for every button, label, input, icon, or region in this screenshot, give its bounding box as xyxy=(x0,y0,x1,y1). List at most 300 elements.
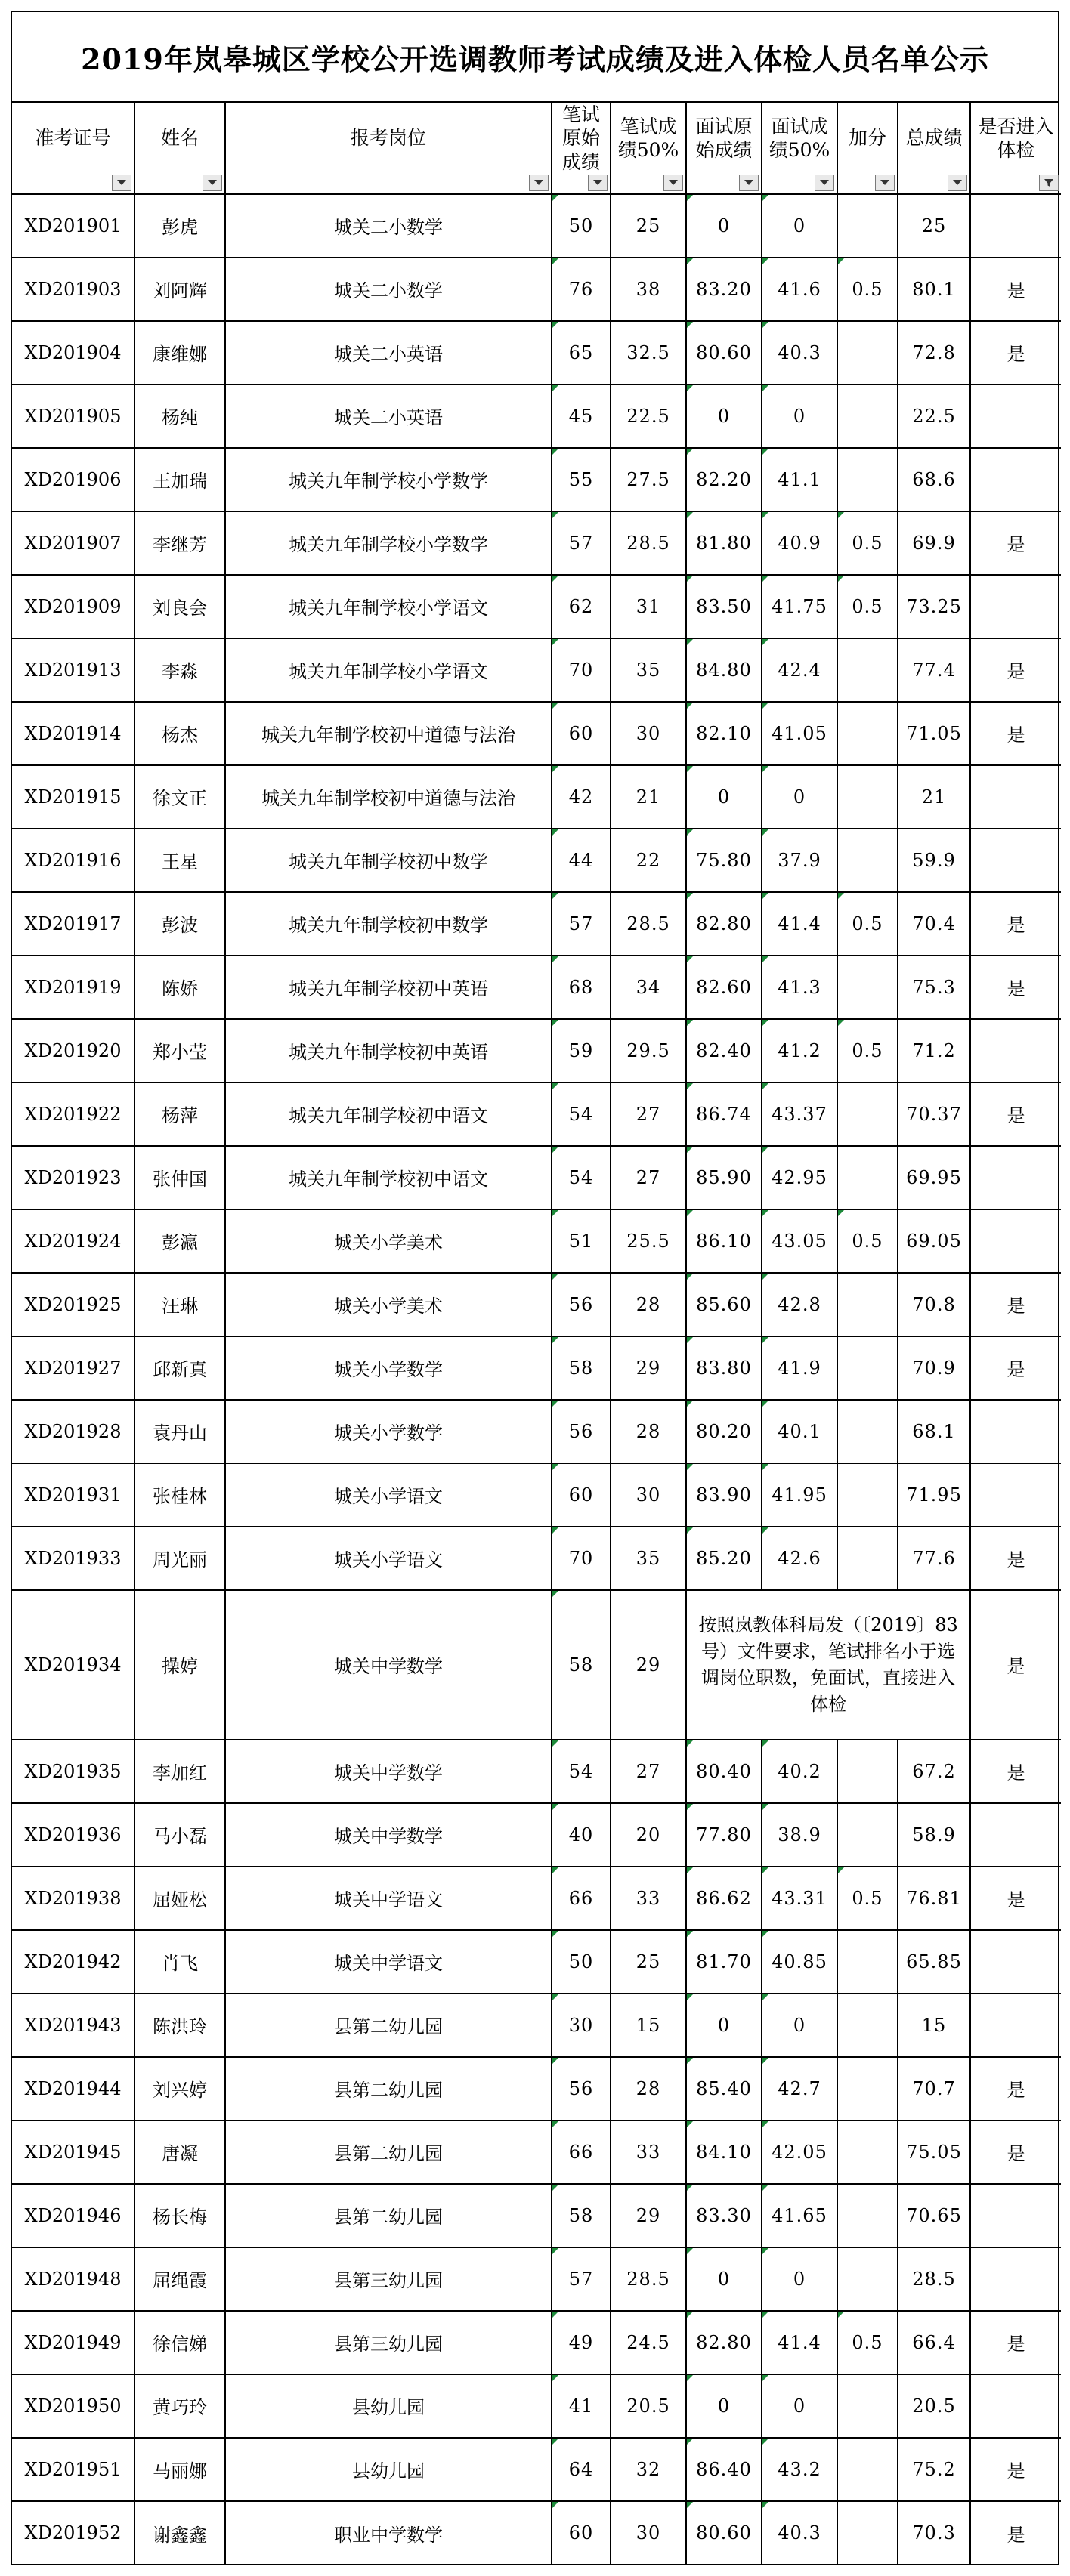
cell-name[interactable]: 郑小莹 xyxy=(135,1019,225,1083)
cell-total[interactable]: 70.65 xyxy=(898,2184,970,2247)
cell-written-50[interactable]: 29 xyxy=(611,2184,686,2247)
cell-written-raw[interactable]: 56 xyxy=(552,2057,611,2120)
cell-interview-raw[interactable]: 80.60 xyxy=(686,321,762,385)
cell-total[interactable]: 21 xyxy=(898,765,970,829)
cell-bonus[interactable] xyxy=(837,1273,898,1336)
cell-name[interactable]: 刘兴婷 xyxy=(135,2057,225,2120)
cell-post[interactable]: 城关九年制学校初中英语 xyxy=(225,956,552,1019)
cell-exam-id[interactable]: XD201905 xyxy=(12,385,135,448)
cell-written-50[interactable]: 25.5 xyxy=(611,1209,686,1273)
cell-physical[interactable]: 是 xyxy=(970,2311,1061,2374)
cell-total[interactable]: 76.81 xyxy=(898,1867,970,1930)
cell-exam-id[interactable]: XD201919 xyxy=(12,956,135,1019)
cell-written-50[interactable]: 29.5 xyxy=(611,1019,686,1083)
cell-name[interactable]: 彭瀛 xyxy=(135,1209,225,1273)
cell-exam-id[interactable]: XD201928 xyxy=(12,1400,135,1463)
cell-exam-id[interactable]: XD201936 xyxy=(12,1803,135,1867)
cell-total[interactable]: 71.05 xyxy=(898,702,970,765)
cell-total[interactable]: 72.8 xyxy=(898,321,970,385)
dropdown-arrow-icon[interactable] xyxy=(112,175,131,191)
cell-physical[interactable] xyxy=(970,1463,1061,1527)
cell-interview-raw[interactable]: 75.80 xyxy=(686,829,762,892)
cell-written-raw[interactable]: 60 xyxy=(552,702,611,765)
cell-physical[interactable]: 是 xyxy=(970,1527,1061,1590)
cell-exam-id[interactable]: XD201942 xyxy=(12,1930,135,1994)
cell-written-50[interactable]: 28 xyxy=(611,1273,686,1336)
cell-interview-50[interactable]: 40.3 xyxy=(762,2501,837,2565)
cell-physical[interactable] xyxy=(970,765,1061,829)
cell-written-50[interactable]: 22.5 xyxy=(611,385,686,448)
cell-bonus[interactable] xyxy=(837,1740,898,1803)
cell-written-raw[interactable]: 59 xyxy=(552,1019,611,1083)
cell-bonus[interactable] xyxy=(837,1803,898,1867)
cell-written-raw[interactable]: 76 xyxy=(552,258,611,321)
cell-written-50[interactable]: 24.5 xyxy=(611,2311,686,2374)
cell-bonus[interactable] xyxy=(837,702,898,765)
cell-bonus[interactable] xyxy=(837,321,898,385)
cell-name[interactable]: 肖飞 xyxy=(135,1930,225,1994)
cell-name[interactable]: 杨杰 xyxy=(135,702,225,765)
cell-written-50[interactable]: 38 xyxy=(611,258,686,321)
cell-post[interactable]: 城关小学数学 xyxy=(225,1400,552,1463)
cell-exam-id[interactable]: XD201948 xyxy=(12,2247,135,2311)
cell-exam-id[interactable]: XD201946 xyxy=(12,2184,135,2247)
cell-written-50[interactable]: 27 xyxy=(611,1740,686,1803)
cell-written-raw[interactable]: 65 xyxy=(552,321,611,385)
cell-written-50[interactable]: 29 xyxy=(611,1336,686,1400)
cell-written-50[interactable]: 28 xyxy=(611,2057,686,2120)
cell-total[interactable]: 28.5 xyxy=(898,2247,970,2311)
cell-bonus[interactable] xyxy=(837,1083,898,1146)
cell-interview-50[interactable]: 0 xyxy=(762,194,837,258)
cell-total[interactable]: 68.6 xyxy=(898,448,970,511)
cell-interview-50[interactable]: 41.9 xyxy=(762,1336,837,1400)
cell-written-raw[interactable]: 57 xyxy=(552,892,611,956)
cell-interview-50[interactable]: 41.75 xyxy=(762,575,837,638)
cell-written-50[interactable]: 30 xyxy=(611,1463,686,1527)
cell-exam-id[interactable]: XD201907 xyxy=(12,511,135,575)
cell-physical[interactable]: 是 xyxy=(970,2501,1061,2565)
cell-written-raw[interactable]: 68 xyxy=(552,956,611,1019)
cell-total[interactable]: 59.9 xyxy=(898,829,970,892)
cell-exam-id[interactable]: XD201935 xyxy=(12,1740,135,1803)
cell-post[interactable]: 县第二幼儿园 xyxy=(225,2184,552,2247)
cell-written-raw[interactable]: 50 xyxy=(552,1930,611,1994)
cell-bonus[interactable]: 0.5 xyxy=(837,1867,898,1930)
cell-name[interactable]: 杨萍 xyxy=(135,1083,225,1146)
cell-written-50[interactable]: 21 xyxy=(611,765,686,829)
cell-written-50[interactable]: 31 xyxy=(611,575,686,638)
cell-total[interactable]: 70.3 xyxy=(898,2501,970,2565)
cell-name[interactable]: 陈娇 xyxy=(135,956,225,1019)
cell-written-raw[interactable]: 60 xyxy=(552,1463,611,1527)
cell-post[interactable]: 城关九年制学校初中数学 xyxy=(225,892,552,956)
cell-written-raw[interactable]: 30 xyxy=(552,1994,611,2057)
cell-physical[interactable] xyxy=(970,1803,1061,1867)
cell-written-50[interactable]: 28.5 xyxy=(611,511,686,575)
cell-name[interactable]: 邱新真 xyxy=(135,1336,225,1400)
cell-name[interactable]: 周光丽 xyxy=(135,1527,225,1590)
cell-exam-id[interactable]: XD201951 xyxy=(12,2438,135,2501)
cell-interview-raw[interactable]: 85.40 xyxy=(686,2057,762,2120)
cell-exam-id[interactable]: XD201925 xyxy=(12,1273,135,1336)
cell-bonus[interactable] xyxy=(837,194,898,258)
cell-written-50[interactable]: 22 xyxy=(611,829,686,892)
cell-interview-50[interactable]: 43.37 xyxy=(762,1083,837,1146)
cell-post[interactable]: 县第二幼儿园 xyxy=(225,2057,552,2120)
cell-interview-raw[interactable]: 0 xyxy=(686,385,762,448)
cell-written-raw[interactable]: 56 xyxy=(552,1273,611,1336)
cell-exam-id[interactable]: XD201920 xyxy=(12,1019,135,1083)
cell-written-raw[interactable]: 58 xyxy=(552,1336,611,1400)
cell-written-50[interactable]: 34 xyxy=(611,956,686,1019)
cell-physical[interactable]: 是 xyxy=(970,702,1061,765)
cell-interview-raw[interactable]: 85.60 xyxy=(686,1273,762,1336)
cell-interview-raw[interactable]: 83.50 xyxy=(686,575,762,638)
cell-physical[interactable] xyxy=(970,448,1061,511)
cell-exam-id[interactable]: XD201916 xyxy=(12,829,135,892)
cell-physical[interactable]: 是 xyxy=(970,258,1061,321)
cell-post[interactable]: 城关小学语文 xyxy=(225,1527,552,1590)
cell-interview-50[interactable]: 41.3 xyxy=(762,956,837,1019)
cell-post[interactable]: 城关二小英语 xyxy=(225,321,552,385)
cell-post[interactable]: 县幼儿园 xyxy=(225,2374,552,2438)
dropdown-arrow-icon[interactable] xyxy=(875,175,895,191)
cell-physical[interactable]: 是 xyxy=(970,1083,1061,1146)
cell-interview-raw[interactable]: 82.60 xyxy=(686,956,762,1019)
cell-post[interactable]: 县第三幼儿园 xyxy=(225,2247,552,2311)
cell-physical[interactable] xyxy=(970,829,1061,892)
cell-written-raw[interactable]: 49 xyxy=(552,2311,611,2374)
cell-exam-id[interactable]: XD201915 xyxy=(12,765,135,829)
cell-written-raw[interactable]: 54 xyxy=(552,1740,611,1803)
cell-total[interactable]: 68.1 xyxy=(898,1400,970,1463)
cell-physical[interactable] xyxy=(970,1209,1061,1273)
cell-written-raw[interactable]: 41 xyxy=(552,2374,611,2438)
cell-name[interactable]: 王加瑞 xyxy=(135,448,225,511)
cell-interview-50[interactable]: 42.8 xyxy=(762,1273,837,1336)
cell-interview-50[interactable]: 41.95 xyxy=(762,1463,837,1527)
cell-interview-50[interactable]: 41.2 xyxy=(762,1019,837,1083)
cell-total[interactable]: 73.25 xyxy=(898,575,970,638)
cell-bonus[interactable] xyxy=(837,1400,898,1463)
cell-interview-50[interactable]: 0 xyxy=(762,385,837,448)
cell-exam-id[interactable]: XD201906 xyxy=(12,448,135,511)
cell-interview-raw[interactable]: 77.80 xyxy=(686,1803,762,1867)
cell-physical[interactable]: 是 xyxy=(970,511,1061,575)
cell-interview-50[interactable]: 41.4 xyxy=(762,2311,837,2374)
cell-written-raw[interactable]: 66 xyxy=(552,1867,611,1930)
cell-bonus[interactable] xyxy=(837,2247,898,2311)
cell-interview-raw[interactable]: 81.70 xyxy=(686,1930,762,1994)
cell-bonus[interactable] xyxy=(837,765,898,829)
cell-physical[interactable]: 是 xyxy=(970,1740,1061,1803)
cell-exam-id[interactable]: XD201943 xyxy=(12,1994,135,2057)
cell-physical[interactable] xyxy=(970,1994,1061,2057)
cell-written-50[interactable]: 15 xyxy=(611,1994,686,2057)
cell-exam-id[interactable]: XD201949 xyxy=(12,2311,135,2374)
cell-interview-50[interactable]: 43.2 xyxy=(762,2438,837,2501)
cell-physical[interactable] xyxy=(970,1146,1061,1209)
cell-name[interactable]: 康维娜 xyxy=(135,321,225,385)
cell-exam-id[interactable]: XD201901 xyxy=(12,194,135,258)
cell-total[interactable]: 67.2 xyxy=(898,1740,970,1803)
cell-interview-50[interactable]: 40.85 xyxy=(762,1930,837,1994)
cell-interview-50[interactable]: 37.9 xyxy=(762,829,837,892)
cell-interview-raw[interactable]: 82.40 xyxy=(686,1019,762,1083)
cell-interview-raw[interactable]: 0 xyxy=(686,1994,762,2057)
cell-interview-50[interactable]: 0 xyxy=(762,1994,837,2057)
cell-physical[interactable] xyxy=(970,575,1061,638)
cell-bonus[interactable] xyxy=(837,1930,898,1994)
cell-bonus[interactable]: 0.5 xyxy=(837,258,898,321)
cell-interview-raw[interactable]: 0 xyxy=(686,194,762,258)
cell-written-50[interactable]: 33 xyxy=(611,2120,686,2184)
cell-name[interactable]: 彭虎 xyxy=(135,194,225,258)
cell-name[interactable]: 李淼 xyxy=(135,638,225,702)
cell-written-50[interactable]: 27 xyxy=(611,1083,686,1146)
cell-bonus[interactable] xyxy=(837,2184,898,2247)
cell-bonus[interactable] xyxy=(837,2120,898,2184)
cell-interview-raw[interactable]: 84.80 xyxy=(686,638,762,702)
cell-total[interactable]: 77.6 xyxy=(898,1527,970,1590)
cell-written-raw[interactable]: 60 xyxy=(552,2501,611,2565)
cell-total[interactable]: 71.2 xyxy=(898,1019,970,1083)
cell-post[interactable]: 城关九年制学校初中道德与法治 xyxy=(225,765,552,829)
dropdown-arrow-icon[interactable] xyxy=(588,175,608,191)
cell-interview-50[interactable]: 43.05 xyxy=(762,1209,837,1273)
cell-interview-raw[interactable]: 86.10 xyxy=(686,1209,762,1273)
cell-post[interactable]: 城关中学数学 xyxy=(225,1803,552,1867)
cell-bonus[interactable]: 0.5 xyxy=(837,575,898,638)
cell-interview-50[interactable]: 42.6 xyxy=(762,1527,837,1590)
cell-name[interactable]: 马小磊 xyxy=(135,1803,225,1867)
cell-total[interactable]: 80.1 xyxy=(898,258,970,321)
cell-interview-50[interactable]: 42.4 xyxy=(762,638,837,702)
cell-total[interactable]: 70.4 xyxy=(898,892,970,956)
cell-name[interactable]: 李加红 xyxy=(135,1740,225,1803)
cell-interview-raw[interactable]: 83.20 xyxy=(686,258,762,321)
cell-bonus[interactable] xyxy=(837,1463,898,1527)
cell-bonus[interactable] xyxy=(837,385,898,448)
cell-interview-raw[interactable]: 81.80 xyxy=(686,511,762,575)
cell-name[interactable]: 袁丹山 xyxy=(135,1400,225,1463)
cell-exam-id[interactable]: XD201922 xyxy=(12,1083,135,1146)
cell-physical[interactable] xyxy=(970,1019,1061,1083)
cell-written-raw[interactable]: 66 xyxy=(552,2120,611,2184)
cell-interview-raw[interactable]: 80.40 xyxy=(686,1740,762,1803)
cell-post[interactable]: 城关九年制学校小学语文 xyxy=(225,575,552,638)
cell-post[interactable]: 城关九年制学校初中语文 xyxy=(225,1146,552,1209)
cell-name[interactable]: 屈绳霞 xyxy=(135,2247,225,2311)
cell-name[interactable]: 徐文正 xyxy=(135,765,225,829)
cell-bonus[interactable] xyxy=(837,829,898,892)
cell-post[interactable]: 城关小学数学 xyxy=(225,1336,552,1400)
dropdown-arrow-icon[interactable] xyxy=(529,175,549,191)
cell-physical[interactable] xyxy=(970,2247,1061,2311)
cell-written-raw[interactable]: 58 xyxy=(552,2184,611,2247)
cell-post[interactable]: 城关二小英语 xyxy=(225,385,552,448)
cell-post[interactable]: 城关九年制学校小学语文 xyxy=(225,638,552,702)
cell-name[interactable]: 屈娅松 xyxy=(135,1867,225,1930)
cell-bonus[interactable] xyxy=(837,1994,898,2057)
cell-physical[interactable]: 是 xyxy=(970,1273,1061,1336)
cell-exam-id[interactable]: XD201909 xyxy=(12,575,135,638)
cell-total[interactable]: 66.4 xyxy=(898,2311,970,2374)
cell-interview-50[interactable]: 40.9 xyxy=(762,511,837,575)
cell-post[interactable]: 城关二小数学 xyxy=(225,258,552,321)
cell-name[interactable]: 徐信娣 xyxy=(135,2311,225,2374)
cell-post[interactable]: 城关九年制学校初中道德与法治 xyxy=(225,702,552,765)
cell-written-50[interactable]: 25 xyxy=(611,194,686,258)
cell-interview-raw[interactable]: 82.20 xyxy=(686,448,762,511)
cell-physical[interactable] xyxy=(970,2184,1061,2247)
cell-exam-id[interactable]: XD201950 xyxy=(12,2374,135,2438)
cell-interview-raw[interactable]: 82.80 xyxy=(686,2311,762,2374)
cell-post[interactable]: 县幼儿园 xyxy=(225,2438,552,2501)
cell-written-raw[interactable]: 57 xyxy=(552,2247,611,2311)
cell-written-50[interactable]: 20 xyxy=(611,1803,686,1867)
cell-physical[interactable]: 是 xyxy=(970,956,1061,1019)
cell-interview-50[interactable]: 41.65 xyxy=(762,2184,837,2247)
cell-exempt-note[interactable]: 按照岚教体科局发（〔2019〕83号）文件要求，笔试排名小于选调岗位职数，免面试，直接进入体检 xyxy=(686,1590,970,1740)
cell-exam-id[interactable]: XD201933 xyxy=(12,1527,135,1590)
cell-bonus[interactable] xyxy=(837,956,898,1019)
cell-interview-raw[interactable]: 85.20 xyxy=(686,1527,762,1590)
cell-physical[interactable]: 是 xyxy=(970,2120,1061,2184)
dropdown-arrow-icon[interactable] xyxy=(203,175,222,191)
cell-physical[interactable] xyxy=(970,385,1061,448)
cell-name[interactable]: 操婷 xyxy=(135,1590,225,1740)
cell-post[interactable]: 城关小学美术 xyxy=(225,1209,552,1273)
cell-written-raw[interactable]: 55 xyxy=(552,448,611,511)
cell-physical[interactable]: 是 xyxy=(970,892,1061,956)
cell-name[interactable]: 王星 xyxy=(135,829,225,892)
cell-name[interactable]: 陈洪玲 xyxy=(135,1994,225,2057)
cell-written-50[interactable]: 35 xyxy=(611,638,686,702)
cell-total[interactable]: 69.05 xyxy=(898,1209,970,1273)
cell-interview-raw[interactable]: 80.20 xyxy=(686,1400,762,1463)
cell-post[interactable]: 城关小学语文 xyxy=(225,1463,552,1527)
cell-total[interactable]: 20.5 xyxy=(898,2374,970,2438)
cell-exam-id[interactable]: XD201914 xyxy=(12,702,135,765)
cell-bonus[interactable] xyxy=(837,1336,898,1400)
cell-name[interactable]: 马丽娜 xyxy=(135,2438,225,2501)
cell-written-raw[interactable]: 57 xyxy=(552,511,611,575)
cell-total[interactable]: 77.4 xyxy=(898,638,970,702)
cell-name[interactable]: 汪琳 xyxy=(135,1273,225,1336)
cell-interview-50[interactable]: 41.1 xyxy=(762,448,837,511)
dropdown-arrow-icon[interactable] xyxy=(815,175,834,191)
cell-written-50[interactable]: 28.5 xyxy=(611,892,686,956)
cell-interview-50[interactable]: 41.05 xyxy=(762,702,837,765)
cell-physical[interactable]: 是 xyxy=(970,2438,1061,2501)
cell-interview-50[interactable]: 42.7 xyxy=(762,2057,837,2120)
cell-post[interactable]: 城关小学美术 xyxy=(225,1273,552,1336)
cell-written-raw[interactable]: 58 xyxy=(552,1590,611,1740)
cell-written-raw[interactable]: 62 xyxy=(552,575,611,638)
cell-name[interactable]: 彭波 xyxy=(135,892,225,956)
cell-written-raw[interactable]: 56 xyxy=(552,1400,611,1463)
cell-post[interactable]: 职业中学数学 xyxy=(225,2501,552,2565)
cell-physical[interactable]: 是 xyxy=(970,638,1061,702)
cell-post[interactable]: 城关中学语文 xyxy=(225,1930,552,1994)
dropdown-arrow-icon[interactable] xyxy=(739,175,759,191)
cell-written-50[interactable]: 25 xyxy=(611,1930,686,1994)
cell-total[interactable]: 70.7 xyxy=(898,2057,970,2120)
cell-interview-50[interactable]: 41.4 xyxy=(762,892,837,956)
cell-total[interactable]: 70.37 xyxy=(898,1083,970,1146)
cell-exam-id[interactable]: XD201923 xyxy=(12,1146,135,1209)
cell-physical[interactable] xyxy=(970,2374,1061,2438)
cell-written-50[interactable]: 35 xyxy=(611,1527,686,1590)
cell-interview-50[interactable]: 40.1 xyxy=(762,1400,837,1463)
cell-written-50[interactable]: 30 xyxy=(611,702,686,765)
cell-interview-50[interactable]: 41.6 xyxy=(762,258,837,321)
cell-physical[interactable]: 是 xyxy=(970,1336,1061,1400)
cell-interview-50[interactable]: 43.31 xyxy=(762,1867,837,1930)
cell-interview-raw[interactable]: 86.40 xyxy=(686,2438,762,2501)
cell-interview-raw[interactable]: 82.10 xyxy=(686,702,762,765)
cell-post[interactable]: 县第二幼儿园 xyxy=(225,1994,552,2057)
cell-bonus[interactable]: 0.5 xyxy=(837,1209,898,1273)
cell-interview-50[interactable]: 40.2 xyxy=(762,1740,837,1803)
cell-physical[interactable]: 是 xyxy=(970,1867,1061,1930)
cell-total[interactable]: 22.5 xyxy=(898,385,970,448)
cell-total[interactable]: 75.2 xyxy=(898,2438,970,2501)
filter-funnel-icon[interactable] xyxy=(1039,175,1059,191)
cell-name[interactable]: 黄巧玲 xyxy=(135,2374,225,2438)
cell-post[interactable]: 城关中学数学 xyxy=(225,1590,552,1740)
cell-written-raw[interactable]: 54 xyxy=(552,1146,611,1209)
cell-written-50[interactable]: 32.5 xyxy=(611,321,686,385)
cell-exam-id[interactable]: XD201924 xyxy=(12,1209,135,1273)
cell-post[interactable]: 城关九年制学校初中英语 xyxy=(225,1019,552,1083)
cell-interview-raw[interactable]: 80.60 xyxy=(686,2501,762,2565)
cell-written-raw[interactable]: 64 xyxy=(552,2438,611,2501)
cell-name[interactable]: 李继芳 xyxy=(135,511,225,575)
cell-bonus[interactable] xyxy=(837,448,898,511)
cell-written-50[interactable]: 28.5 xyxy=(611,2247,686,2311)
cell-post[interactable]: 城关九年制学校小学数学 xyxy=(225,511,552,575)
cell-total[interactable]: 58.9 xyxy=(898,1803,970,1867)
dropdown-arrow-icon[interactable] xyxy=(663,175,683,191)
cell-exam-id[interactable]: XD201927 xyxy=(12,1336,135,1400)
cell-post[interactable]: 城关九年制学校初中数学 xyxy=(225,829,552,892)
cell-interview-raw[interactable]: 82.80 xyxy=(686,892,762,956)
cell-interview-raw[interactable]: 83.30 xyxy=(686,2184,762,2247)
cell-interview-50[interactable]: 0 xyxy=(762,2247,837,2311)
cell-exam-id[interactable]: XD201913 xyxy=(12,638,135,702)
cell-interview-raw[interactable]: 85.90 xyxy=(686,1146,762,1209)
cell-written-raw[interactable]: 54 xyxy=(552,1083,611,1146)
cell-written-raw[interactable]: 40 xyxy=(552,1803,611,1867)
cell-post[interactable]: 城关中学数学 xyxy=(225,1740,552,1803)
cell-written-50[interactable]: 33 xyxy=(611,1867,686,1930)
cell-interview-50[interactable]: 38.9 xyxy=(762,1803,837,1867)
cell-written-50[interactable]: 32 xyxy=(611,2438,686,2501)
cell-bonus[interactable] xyxy=(837,638,898,702)
cell-physical[interactable]: 是 xyxy=(970,321,1061,385)
cell-total[interactable]: 25 xyxy=(898,194,970,258)
cell-post[interactable]: 城关中学语文 xyxy=(225,1867,552,1930)
cell-total[interactable]: 15 xyxy=(898,1994,970,2057)
cell-interview-raw[interactable]: 0 xyxy=(686,765,762,829)
cell-physical[interactable]: 是 xyxy=(970,1590,1061,1740)
cell-post[interactable]: 城关二小数学 xyxy=(225,194,552,258)
cell-total[interactable]: 69.9 xyxy=(898,511,970,575)
cell-interview-50[interactable]: 0 xyxy=(762,765,837,829)
